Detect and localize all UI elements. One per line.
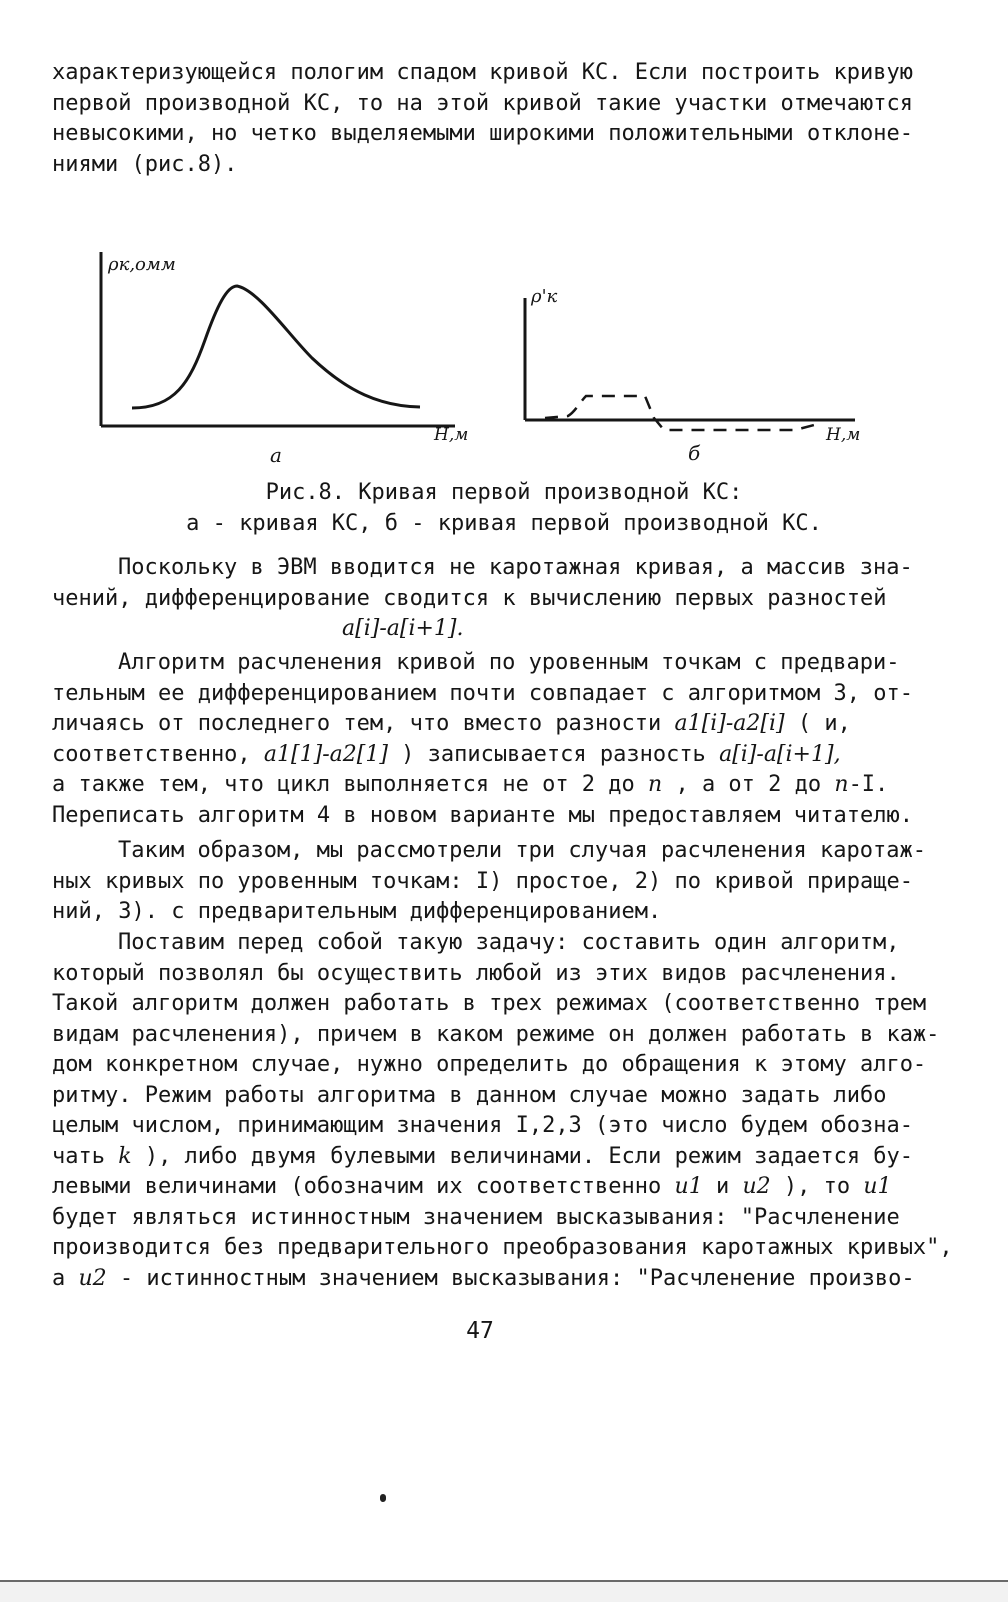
text-line: Поставим перед собой такую задачу: составить один алгоритм, [118,930,900,955]
paragraph-summary [52,836,932,928]
formula-a1-a2: a1[i]-a2[i] [674,711,785,736]
text-fragment: , а от 2 до [662,772,835,797]
text-line: который позволял бы осуществить любой из этих видов расчленения. [52,960,900,986]
text-line: Переписать алгоритм 4 в новом варианте мы предоставляем читателю. [52,802,913,828]
text-line: Алгоритм расчленения кривой по уровенным точкам с предвари- [118,650,900,675]
variable-n: n [648,772,663,797]
text-line [52,1142,932,1173]
derivative-curve [545,396,818,430]
text-line: характеризующейся пологим спадом кривой КС. Если построить кривую [52,60,913,85]
difference-formula: a[i]-a[i+1]. [342,616,464,641]
variable-n: n [834,772,849,797]
text-fragment: ), то [770,1174,864,1199]
panel-b-y-label: ρ'к [531,286,558,307]
text-line: производится без предварительного преобразования каротажных кривых", [52,1235,953,1260]
text-line [52,770,932,801]
text-line [52,740,932,771]
paragraph-differentiation [52,553,932,645]
formula-a-diff: a[i]-a[i+1], [719,741,841,767]
text-line: Таким образом, мы рассмотрели три случая расчленения каротаж- [118,838,926,863]
text-fragment: соответственно, [52,741,264,767]
text-fragment: а также тем, что цикл выполняется не от 2 до [52,772,649,797]
text-line: дом конкретном случае, нужно определить до обращения к этому алго- [52,1052,927,1077]
text-line: будет являться истинностным значением высказывания: "Расчленение [52,1204,900,1230]
text-fragment: ( и, [784,711,851,736]
text-line [52,709,932,740]
figure-8-graphics [0,230,1008,480]
paragraph-algorithm [52,648,932,831]
panel-b [525,286,860,465]
panel-b-tag: б [688,441,701,465]
intro-paragraph [52,58,932,180]
variable-u1: u1 [674,1174,703,1199]
text-line: целым числом, принимающим значения I,2,3 (это число будем обозна- [52,1113,913,1138]
text-line: Поскольку в ЭВМ вводится не каротажная кривая, а массив зна- [118,555,913,580]
text-fragment: а [52,1265,79,1291]
variable-u2: u2 [742,1174,771,1199]
text-line: ний, 3). с предварительным дифференцированием. [52,899,662,924]
text-fragment: - истинностным значением высказывания: "Расчленение произво- [106,1265,915,1291]
text-line: первой производной КС, то на этой кривой такие участки отмечаются [52,90,913,116]
formula-a1-a2-first: a1[1]-a2[1] [263,741,388,767]
text-line: ритму. Режим работы алгоритма в данном случае можно задать либо [52,1082,887,1108]
variable-k: k [118,1143,132,1169]
text-fragment: левыми величинами (обозначим их соответственно [52,1174,675,1199]
panel-b-x-label: Н,м [826,425,861,445]
text-line: видам расчленения), причем в каком режиме он должен работать в каж- [52,1021,940,1047]
panel-a-x-label: Н,м [434,425,469,445]
text-line: ных кривых по уровенным точкам: I) простое, 2) по кривой прираще- [52,868,913,894]
panel-a-y-label: ρк,омм [108,254,176,275]
paragraph-task [52,928,953,1294]
text-fragment: чать [52,1143,119,1169]
text-line: чений, дифференцирование сводится к вычислению первых разностей [52,585,887,611]
text-fragment: ) записывается разность [387,741,720,767]
text-line: тельным ее дифференцированием почти совпадает с алгоритмом 3, от- [52,680,913,706]
scan-speck [380,1494,386,1502]
text-line: Такой алгоритм должен работать в трех режимах (соответственно трем [52,991,927,1016]
text-fragment: ), либо двумя булевыми величинами. Если режим задается бу- [131,1143,914,1169]
text-fragment: и [702,1174,743,1199]
text-line: невысокими, но четко выделяемыми широкими положительными отклоне- [52,121,913,146]
variable-u1: u1 [863,1174,892,1199]
ks-curve [132,286,420,408]
page-number: 47 [466,1318,494,1344]
text-line [52,1172,932,1203]
figure-caption-title: Рис.8. Кривая первой производной КС: [265,480,743,505]
text-fragment: -I. [848,772,889,797]
figure-8 [0,230,1008,480]
text-line: ниями (рис.8). [52,151,238,177]
figure-caption-legend: а - кривая КС, б - кривая первой производной КС. [186,511,822,536]
panel-a [101,252,468,467]
text-line [52,1264,932,1295]
variable-u2: u2 [78,1265,107,1291]
panel-a-tag: а [270,443,282,467]
text-fragment: личаясь от последнего тем, что вместо разности [52,711,675,736]
scan-bottom-edge [0,1580,1008,1602]
